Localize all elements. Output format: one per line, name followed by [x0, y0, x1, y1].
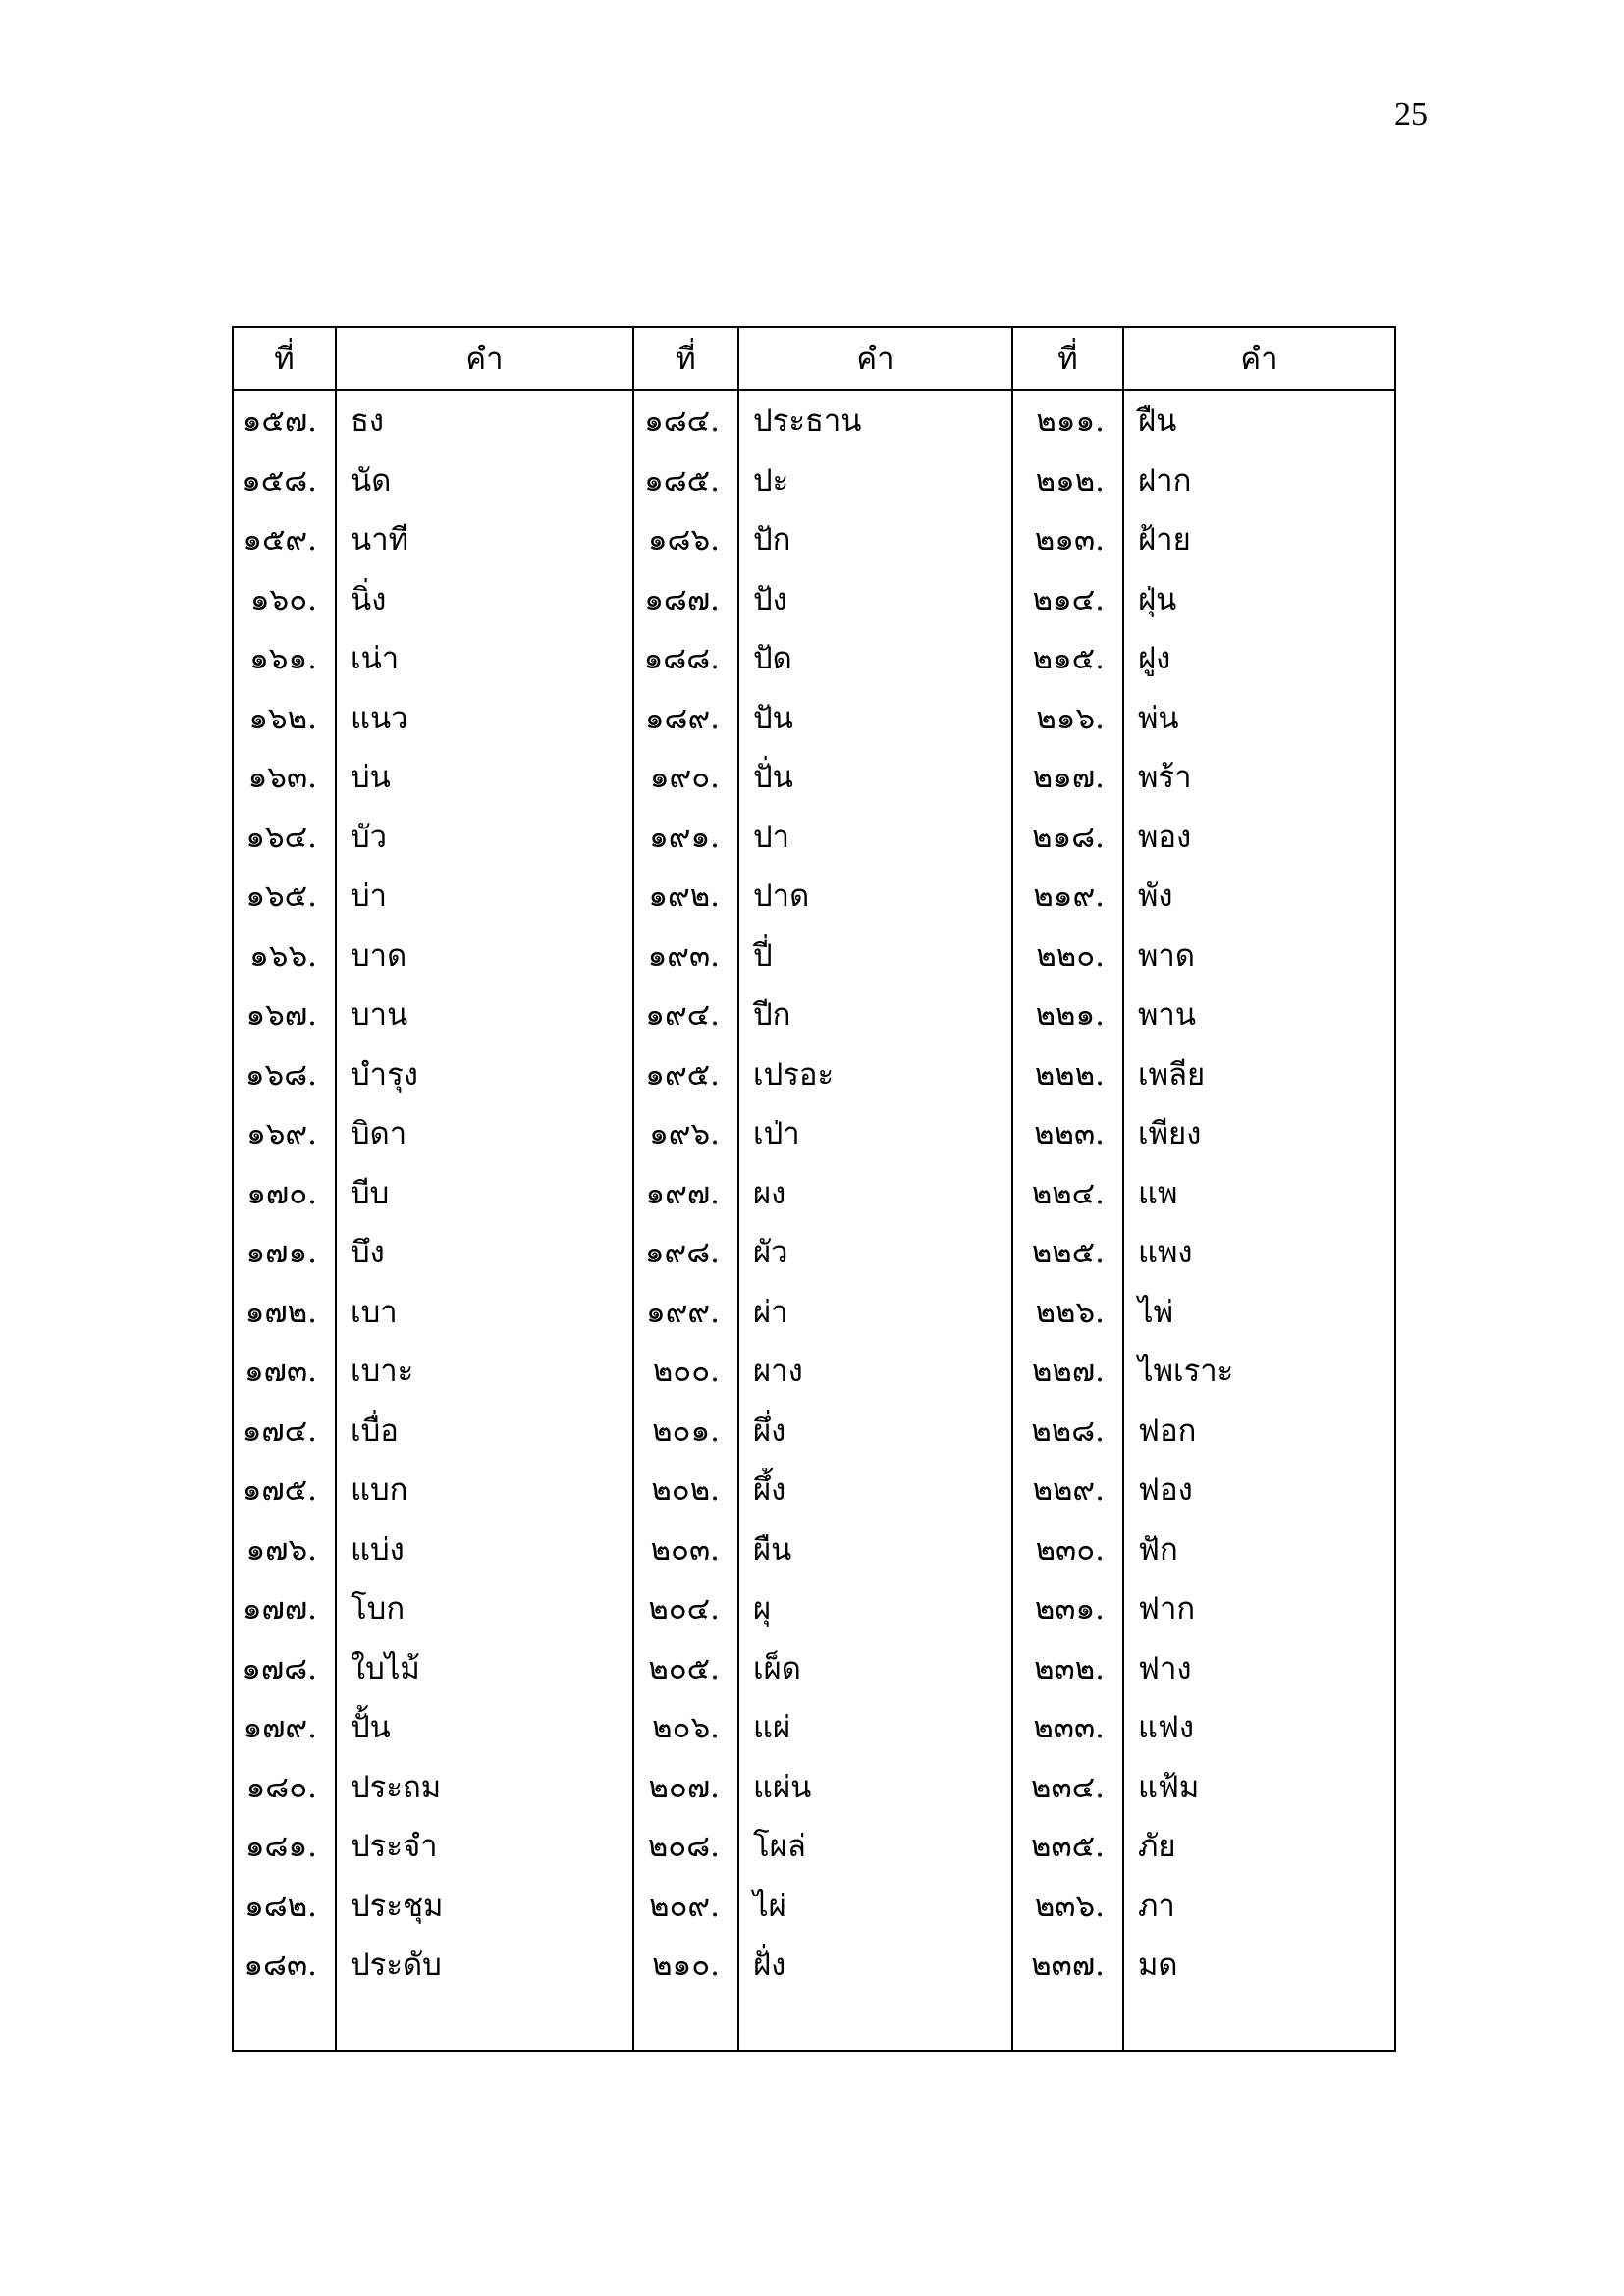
cell-word-2: ปัก	[738, 509, 1012, 569]
cell-word-2: เป่า	[738, 1103, 1012, 1163]
cell-word-1: บีบ	[336, 1163, 633, 1223]
cell-word-1: บาด	[336, 926, 633, 986]
cell-word-3: ฟาก	[1123, 1578, 1395, 1638]
cell-number-3: ๒๒๔.	[1012, 1163, 1123, 1223]
cell-word-1: เบาะ	[336, 1341, 633, 1401]
cell-word-3: ฟอง	[1123, 1460, 1395, 1520]
cell-word-1: นาที	[336, 509, 633, 569]
cell-number-1: ๑๘๒.	[233, 1876, 336, 1936]
cell-word-1: บึง	[336, 1222, 633, 1282]
cell-number-1: ๑๖๘.	[233, 1044, 336, 1104]
cell-number-3: ๒๒๘.	[1012, 1401, 1123, 1461]
table-row	[233, 1282, 1395, 1342]
cell-number-1: ๑๖๕.	[233, 866, 336, 926]
cell-word-1: เบา	[336, 1282, 633, 1342]
cell-word-2: ฝั่ง	[738, 1935, 1012, 1995]
cell-word-2: ผุ	[738, 1578, 1012, 1638]
table-row	[233, 985, 1395, 1044]
cell-number-2: ๑๘๗.	[633, 569, 738, 629]
cell-word-3: ฟาง	[1123, 1638, 1395, 1698]
cell-number-3: ๒๒๒.	[1012, 1044, 1123, 1104]
table-row	[233, 747, 1395, 807]
table-row	[233, 1341, 1395, 1401]
cell-number-3: ๒๒๕.	[1012, 1222, 1123, 1282]
cell-number-1: ๑๗๘.	[233, 1638, 336, 1698]
cell-number-1: ๑๕๗.	[233, 390, 336, 451]
cell-word-2: ผืน	[738, 1520, 1012, 1579]
table-row	[233, 628, 1395, 688]
cell-number-1: ๑๖๙.	[233, 1103, 336, 1163]
header-word-1: คำ	[336, 327, 633, 390]
cell-number-3: ๒๒๖.	[1012, 1282, 1123, 1342]
cell-word-3: ฝูง	[1123, 628, 1395, 688]
cell-number-2: ๒๐๓.	[633, 1520, 738, 1579]
cell-number-1: ๑๘๓.	[233, 1935, 336, 1995]
cell-number-3: ๒๑๗.	[1012, 747, 1123, 807]
cell-word-3: มด	[1123, 1935, 1395, 1995]
cell-number-3: ๒๓๖.	[1012, 1876, 1123, 1936]
cell-word-3: ฟัก	[1123, 1520, 1395, 1579]
header-word-3: คำ	[1123, 327, 1395, 390]
header-number-1: ที่	[233, 327, 336, 390]
cell-number-3: ๒๑๖.	[1012, 688, 1123, 748]
cell-word-1: เบื่อ	[336, 1401, 633, 1461]
cell-number-2: ๒๐๒.	[633, 1460, 738, 1520]
cell-word-2: ปัน	[738, 688, 1012, 748]
table-body	[233, 390, 1395, 2051]
cell-word-2: ปาด	[738, 866, 1012, 926]
table-row	[233, 688, 1395, 748]
cell-number-2: ๑๙๑.	[633, 807, 738, 867]
table-row	[233, 1816, 1395, 1876]
cell-number-3: ๒๒๗.	[1012, 1341, 1123, 1401]
cell-word-3: พ่น	[1123, 688, 1395, 748]
cell-number-2: ๒๐๗.	[633, 1757, 738, 1817]
cell-word-1: นัด	[336, 451, 633, 510]
cell-word-1: นิ่ง	[336, 569, 633, 629]
table-row	[233, 866, 1395, 926]
empty-cell	[1123, 1995, 1395, 2052]
table-row	[233, 1222, 1395, 1282]
cell-word-2: ไผ่	[738, 1876, 1012, 1936]
cell-word-1: บาน	[336, 985, 633, 1044]
table-row	[233, 569, 1395, 629]
cell-word-2: ปา	[738, 807, 1012, 867]
cell-word-3: ฝาก	[1123, 451, 1395, 510]
cell-word-2: แผ่	[738, 1697, 1012, 1757]
cell-number-2: ๑๙๙.	[633, 1282, 738, 1342]
table-row	[233, 1757, 1395, 1817]
cell-word-3: พร้า	[1123, 747, 1395, 807]
cell-word-2: แผ่น	[738, 1757, 1012, 1817]
cell-number-2: ๒๐๕.	[633, 1638, 738, 1698]
cell-word-2: ผ่า	[738, 1282, 1012, 1342]
cell-word-2: ผัว	[738, 1222, 1012, 1282]
cell-word-3: เพียง	[1123, 1103, 1395, 1163]
cell-number-3: ๒๓๐.	[1012, 1520, 1123, 1579]
cell-word-1: ธง	[336, 390, 633, 451]
cell-word-1: ประถม	[336, 1757, 633, 1817]
cell-word-3: ฟอก	[1123, 1401, 1395, 1461]
cell-number-1: ๑๗๐.	[233, 1163, 336, 1223]
cell-word-3: แพง	[1123, 1222, 1395, 1282]
cell-number-3: ๒๓๒.	[1012, 1638, 1123, 1698]
cell-word-1: บ่า	[336, 866, 633, 926]
cell-word-2: ผาง	[738, 1341, 1012, 1401]
cell-word-2: โผล่	[738, 1816, 1012, 1876]
cell-number-2: ๒๐๔.	[633, 1578, 738, 1638]
cell-number-2: ๑๙๘.	[633, 1222, 738, 1282]
cell-number-2: ๒๐๘.	[633, 1816, 738, 1876]
table-row	[233, 1578, 1395, 1638]
cell-word-2: ปัง	[738, 569, 1012, 629]
table-row	[233, 390, 1395, 451]
cell-number-3: ๒๒๙.	[1012, 1460, 1123, 1520]
cell-word-3: พัง	[1123, 866, 1395, 926]
table-row	[233, 1401, 1395, 1461]
header-word-2: คำ	[738, 327, 1012, 390]
cell-word-3: ไพ่	[1123, 1282, 1395, 1342]
header-number-3: ที่	[1012, 327, 1123, 390]
cell-number-3: ๒๓๑.	[1012, 1578, 1123, 1638]
cell-word-3: แพ	[1123, 1163, 1395, 1223]
cell-number-3: ๒๒๓.	[1012, 1103, 1123, 1163]
cell-word-1: บำรุง	[336, 1044, 633, 1104]
cell-number-2: ๑๙๔.	[633, 985, 738, 1044]
cell-word-1: ประดับ	[336, 1935, 633, 1995]
table-row	[233, 1638, 1395, 1698]
cell-word-1: โบก	[336, 1578, 633, 1638]
cell-word-2: ปั่น	[738, 747, 1012, 807]
cell-number-1: ๑๖๑.	[233, 628, 336, 688]
cell-word-3: ฝืน	[1123, 390, 1395, 451]
cell-number-1: ๑๗๔.	[233, 1401, 336, 1461]
cell-number-1: ๑๗๕.	[233, 1460, 336, 1520]
cell-word-2: ประธาน	[738, 390, 1012, 451]
cell-word-2: ปะ	[738, 451, 1012, 510]
cell-number-3: ๒๓๓.	[1012, 1697, 1123, 1757]
cell-number-3: ๒๒๑.	[1012, 985, 1123, 1044]
table-row	[233, 926, 1395, 986]
cell-number-1: ๑๘๑.	[233, 1816, 336, 1876]
cell-number-1: ๑๘๐.	[233, 1757, 336, 1817]
cell-word-2: เปรอะ	[738, 1044, 1012, 1104]
empty-cell	[233, 1995, 336, 2052]
empty-cell	[738, 1995, 1012, 2052]
cell-number-1: ๑๕๙.	[233, 509, 336, 569]
table-row	[233, 1044, 1395, 1104]
cell-number-2: ๑๘๘.	[633, 628, 738, 688]
cell-number-2: ๑๘๕.	[633, 451, 738, 510]
cell-word-2: ปีก	[738, 985, 1012, 1044]
cell-word-2: ผง	[738, 1163, 1012, 1223]
table-row	[233, 1103, 1395, 1163]
cell-number-3: ๒๑๕.	[1012, 628, 1123, 688]
cell-number-3: ๒๑๑.	[1012, 390, 1123, 451]
cell-number-2: ๒๑๐.	[633, 1935, 738, 1995]
empty-cell	[1012, 1995, 1123, 2052]
cell-number-2: ๒๐๖.	[633, 1697, 738, 1757]
cell-number-2: ๑๘๔.	[633, 390, 738, 451]
cell-number-1: ๑๖๐.	[233, 569, 336, 629]
cell-number-2: ๑๙๕.	[633, 1044, 738, 1104]
cell-word-3: เพลีย	[1123, 1044, 1395, 1104]
cell-word-1: บิดา	[336, 1103, 633, 1163]
cell-word-3: ฝ้าย	[1123, 509, 1395, 569]
table-row	[233, 1520, 1395, 1579]
cell-word-1: ใบไม้	[336, 1638, 633, 1698]
cell-number-1: ๑๗๖.	[233, 1520, 336, 1579]
table-row	[233, 1935, 1395, 1995]
cell-number-1: ๑๖๒.	[233, 688, 336, 748]
cell-word-2: ปัด	[738, 628, 1012, 688]
cell-number-2: ๑๙๗.	[633, 1163, 738, 1223]
cell-number-2: ๑๙๓.	[633, 926, 738, 986]
cell-number-3: ๒๒๐.	[1012, 926, 1123, 986]
cell-word-3: พอง	[1123, 807, 1395, 867]
cell-word-1: บัว	[336, 807, 633, 867]
cell-word-1: ประชุม	[336, 1876, 633, 1936]
cell-number-3: ๒๑๔.	[1012, 569, 1123, 629]
cell-number-2: ๑๙๒.	[633, 866, 738, 926]
table-row	[233, 807, 1395, 867]
cell-word-1: แบ่ง	[336, 1520, 633, 1579]
empty-cell	[633, 1995, 738, 2052]
cell-number-3: ๒๑๙.	[1012, 866, 1123, 926]
cell-word-2: ผึ่ง	[738, 1401, 1012, 1461]
cell-word-3: ฝุ่น	[1123, 569, 1395, 629]
cell-number-2: ๒๐๙.	[633, 1876, 738, 1936]
cell-number-1: ๑๖๔.	[233, 807, 336, 867]
cell-number-3: ๒๓๗.	[1012, 1935, 1123, 1995]
table-row	[233, 509, 1395, 569]
cell-word-1: แบก	[336, 1460, 633, 1520]
cell-word-3: ไพเราะ	[1123, 1341, 1395, 1401]
cell-number-1: ๑๗๓.	[233, 1341, 336, 1401]
cell-word-1: ประจำ	[336, 1816, 633, 1876]
word-list-table	[232, 326, 1396, 2052]
cell-word-3: แฟ้ม	[1123, 1757, 1395, 1817]
cell-number-3: ๒๑๓.	[1012, 509, 1123, 569]
cell-number-3: ๒๑๘.	[1012, 807, 1123, 867]
table-row	[233, 1460, 1395, 1520]
cell-word-2: ปี่	[738, 926, 1012, 986]
cell-number-1: ๑๖๗.	[233, 985, 336, 1044]
empty-cell	[336, 1995, 633, 2052]
table-row	[233, 1876, 1395, 1936]
table-row	[233, 1163, 1395, 1223]
cell-number-2: ๑๙๐.	[633, 747, 738, 807]
cell-word-3: ภัย	[1123, 1816, 1395, 1876]
cell-number-2: ๑๘๙.	[633, 688, 738, 748]
cell-word-1: แนว	[336, 688, 633, 748]
cell-word-2: เผ็ด	[738, 1638, 1012, 1698]
cell-number-1: ๑๗๒.	[233, 1282, 336, 1342]
cell-word-1: บ่น	[336, 747, 633, 807]
page-number: 25	[1394, 96, 1428, 133]
cell-number-3: ๒๑๒.	[1012, 451, 1123, 510]
cell-number-3: ๒๓๕.	[1012, 1816, 1123, 1876]
cell-number-2: ๒๐๑.	[633, 1401, 738, 1461]
header-number-2: ที่	[633, 327, 738, 390]
cell-number-2: ๑๙๖.	[633, 1103, 738, 1163]
cell-word-1: ปั้น	[336, 1697, 633, 1757]
cell-number-2: ๒๐๐.	[633, 1341, 738, 1401]
cell-word-1: เน่า	[336, 628, 633, 688]
cell-word-3: พาน	[1123, 985, 1395, 1044]
cell-word-3: พาด	[1123, 926, 1395, 986]
cell-word-2: ผึ้ง	[738, 1460, 1012, 1520]
cell-word-3: แฟง	[1123, 1697, 1395, 1757]
cell-number-1: ๑๖๓.	[233, 747, 336, 807]
cell-number-1: ๑๖๖.	[233, 926, 336, 986]
cell-number-2: ๑๘๖.	[633, 509, 738, 569]
table-header-row	[233, 327, 1395, 390]
cell-number-3: ๒๓๔.	[1012, 1757, 1123, 1817]
table-row	[233, 451, 1395, 510]
table-bottom-padding-row	[233, 1995, 1395, 2052]
cell-number-1: ๑๕๘.	[233, 451, 336, 510]
cell-number-1: ๑๗๑.	[233, 1222, 336, 1282]
cell-word-3: ภา	[1123, 1876, 1395, 1936]
cell-number-1: ๑๗๙.	[233, 1697, 336, 1757]
table-row	[233, 1697, 1395, 1757]
cell-number-1: ๑๗๗.	[233, 1578, 336, 1638]
